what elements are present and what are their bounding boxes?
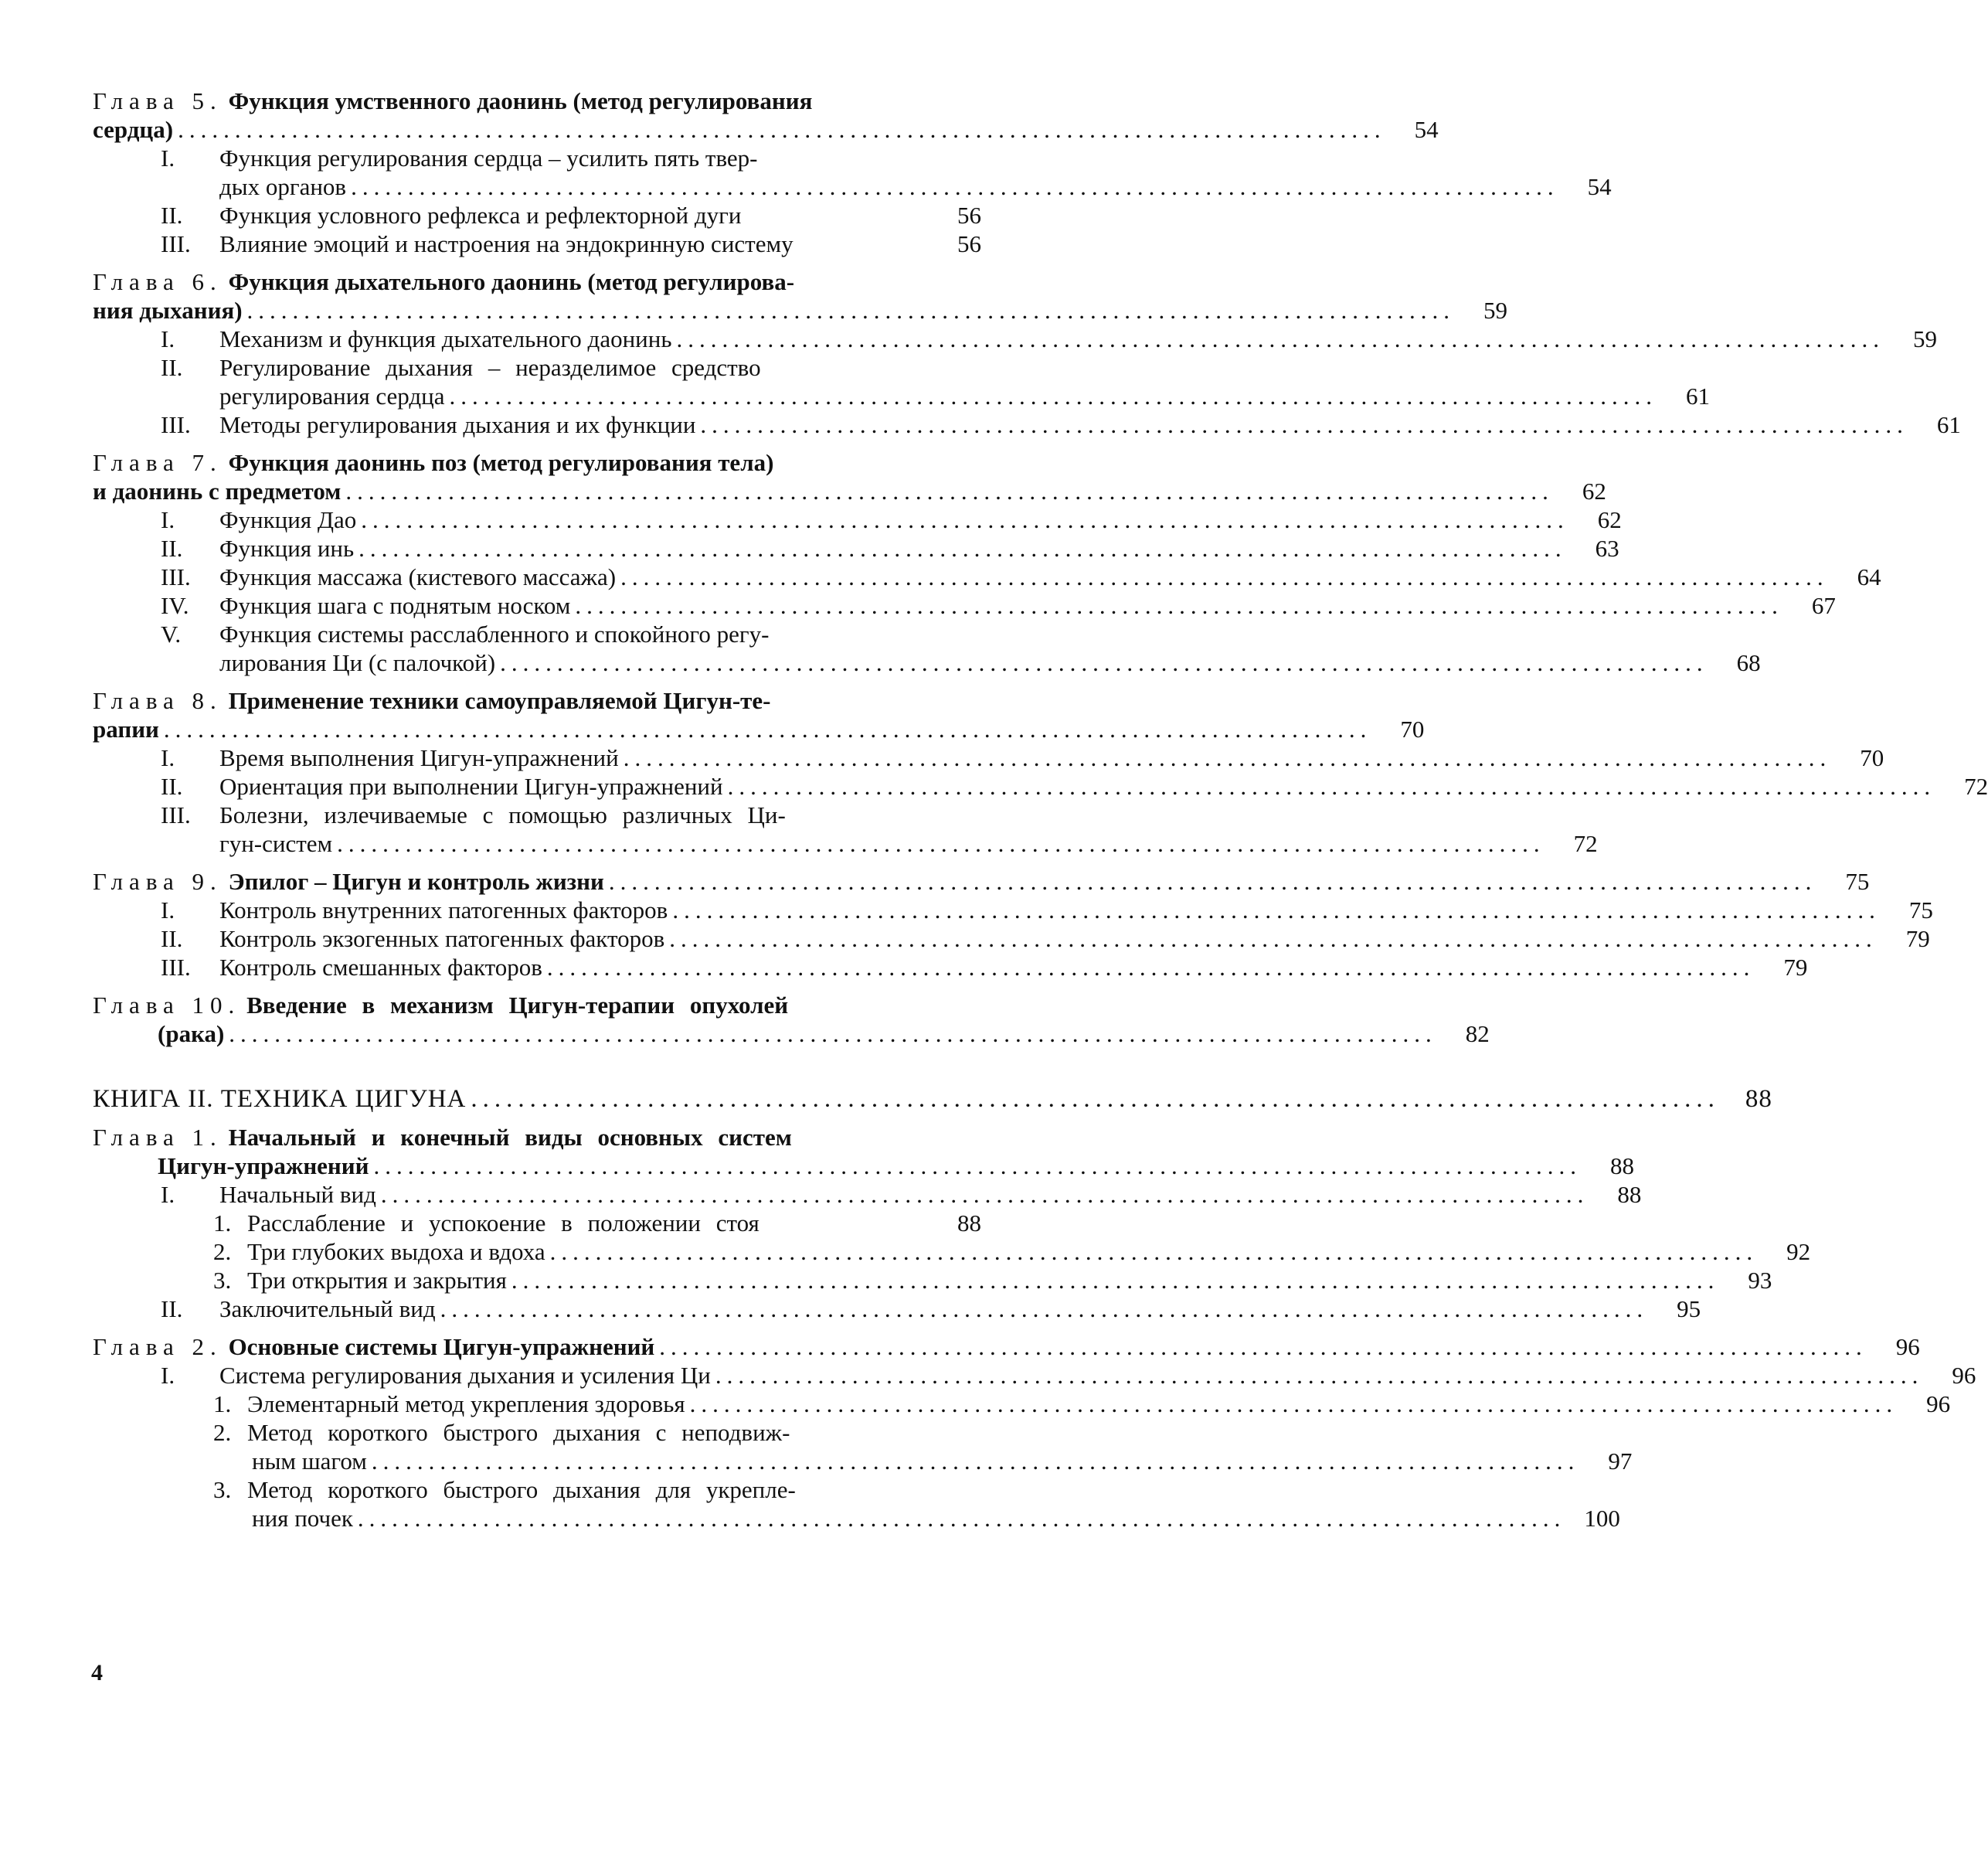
page-ref: 67 [1811, 592, 1836, 619]
list-item: I. Функция Дао .......................................................................................................... 62 [161, 506, 1622, 533]
chapter-title: Эпилог – Цигун и контроль жизни [228, 868, 604, 895]
chapter-title: Применение техники самоуправляемой Цигун-те- [228, 687, 771, 714]
entry-label: Функция условного рефлекса и рефлекторной дуги [219, 202, 742, 229]
book-heading: КНИГА II. ТЕХНИКА ЦИГУНА .......................................................................................................... 88 [93, 1085, 1772, 1113]
list-item: 1. Элементарный метод укрепления здоровья .......................................................................................................... 96 [213, 1390, 1951, 1417]
list-item: IV. Функция шага с поднятым носком .......................................................................................................... 67 [161, 592, 1836, 619]
chapter-title: Основные системы Цигун-упражнений [228, 1333, 655, 1360]
entry-label-cont: регулирования сердца [219, 383, 445, 410]
chapter-7: Глава 7. Функция даонинь поз (метод регулирования тела) и даонинь с предметом .......................................................................................................... 62 I. Функция Дао .......................................................................................................... 62 II. Функция инь .......................................................................................................... 63 III. Функция массажа (кистевого массажа) .......................................................................................................... 64 IV. Функция шага с поднятым носком .......................................................................................................... 67 V. Функция системы расслабленного и спокойного регу- лирования Ци (с палочкой) .......................................................................................................... 68 [93, 449, 1881, 676]
list-item: III. Методы регулирования дыхания и их функции .......................................................................................................... 61 [161, 411, 1961, 438]
book2-chapter-1: Глава 1. Начальный и конечный виды основных систем Цигун-упражнений .......................................................................................................... 88 I. Начальный вид .......................................................................................................... 88 1. Расслабление и успокоение в положении стоя 88 2. Три глубоких выдоха и вдоха .......................................................................................................... 92 3. Три открытия и закрытия .......................................................................................................... 93 II. Заключительный вид .......................................................................................................... 95 [93, 1124, 1811, 1322]
table-of-contents [93, 87, 1988, 1533]
list-item: III. Контроль смешанных факторов .......................................................................................................... 79 [161, 954, 1808, 981]
entry-label: Три глубоких выдоха и вдоха [247, 1238, 545, 1265]
entry-label: Начальный вид [219, 1181, 376, 1208]
list-item: II. Контроль экзогенных патогенных факторов .......................................................................................................... 79 [161, 925, 1930, 952]
chapter-title-cont: (рака) [158, 1020, 225, 1047]
entry-label-cont: дых органов [219, 173, 347, 200]
chapter-prefix: Глава 7. [93, 449, 223, 476]
page-ref: 96 [1895, 1333, 1920, 1360]
page-ref: 59 [1483, 297, 1508, 324]
entry-label: Контроль внутренних патогенных факторов [219, 896, 668, 924]
chapter-8: Глава 8. Применение техники самоуправляемой Цигун-те- рапии .......................................................................................................... 70 I. Время выполнения Цигун-упражнений .......................................................................................................... 70 II. Ориентация при выполнении Цигун-упражнений .......................................................................................................... 72 III. Болезни, излечиваемые с помощью различных Ци- гун-систем .......................................................................................................... 72 [93, 687, 1988, 857]
entry-label: Механизм и функция дыхательного даонинь [219, 325, 672, 352]
page-ref: 92 [1786, 1238, 1811, 1265]
entry-label: Контроль смешанных факторов [219, 954, 542, 981]
entry-label: Расслабление и успокоение в положении стоя [247, 1209, 760, 1237]
page-ref: 75 [1845, 868, 1870, 895]
chapter-title: Функция дыхательного даонинь (метод регулирова- [228, 268, 795, 295]
chapter-5: Глава 5. Функция умственного даонинь (метод регулирования сердца) .......................................................................................................... 54 I. Функция регулирования сердца – усилить пять твер- дых органов .......................................................................................................... 54 II. Функция условного рефлекса и рефлекторной дуги 56 III. Влияние эмоций и настроения на эндокринную систему 56 [93, 87, 1612, 257]
list-item: II. Регулирование дыхания – неразделимое средство [161, 354, 761, 381]
entry-label: Система регулирования дыхания и усиления Ци [219, 1362, 711, 1389]
entry-label-cont: гун-систем [219, 830, 333, 857]
page-ref: 56 [957, 230, 981, 257]
chapter-10: Глава 10. Введение в механизм Цигун-терапии опухолей (рака) .......................................................................................................... 82 [93, 992, 1490, 1047]
page-ref: 97 [1608, 1447, 1633, 1475]
entry-label: Болезни, излечиваемые с помощью различных Ци- [219, 801, 786, 828]
entry-label: Контроль экзогенных патогенных факторов [219, 925, 665, 952]
chapter-9: Глава 9. Эпилог – Цигун и контроль жизни .......................................................................................................... 75 I. Контроль внутренних патогенных факторов .......................................................................................................... 75 II. Контроль экзогенных патогенных факторов .......................................................................................................... 79 III. Контроль смешанных факторов .......................................................................................................... 79 [93, 868, 1933, 981]
chapter-6: Глава 6. Функция дыхательного даонинь (метод регулирова- ния дыхания) .......................................................................................................... 59 I. Механизм и функция дыхательного даонинь .......................................................................................................... 59 II. Регулирование дыхания – неразделимое средство регулирования сердца .......................................................................................................... 61 III. Методы регулирования дыхания и их функции .......................................................................................................... 61 [93, 268, 1961, 438]
chapter-prefix: Глава 8. [93, 687, 223, 714]
list-item: II. Функция инь .......................................................................................................... 63 [161, 535, 1619, 562]
page-ref: 56 [957, 202, 981, 229]
page-ref: 72 [1964, 773, 1988, 800]
page-ref: 88 [1617, 1181, 1642, 1208]
chapter-prefix: Глава 5. [93, 87, 223, 114]
page-ref: 70 [1400, 716, 1425, 743]
page-ref: 54 [1587, 173, 1612, 200]
entry-label: Метод короткого быстрого дыхания с неподвиж- [247, 1419, 790, 1446]
list-item: 1. Расслабление и успокоение в положении стоя 88 [213, 1209, 981, 1237]
chapter-title-cont: рапии [93, 716, 159, 743]
entry-label: Время выполнения Цигун-упражнений [219, 744, 619, 771]
page-ref: 95 [1677, 1295, 1701, 1322]
list-item: II. Заключительный вид .......................................................................................................... 95 [161, 1295, 1701, 1322]
list-item: 2. Метод короткого быстрого дыхания с неподвиж- [213, 1419, 790, 1446]
list-item: V. Функция системы расслабленного и спокойного регу- [161, 621, 770, 648]
entry-label: Функция массажа (кистевого массажа) [219, 563, 617, 590]
list-item: I. Начальный вид .......................................................................................................... 88 [161, 1181, 1642, 1208]
chapter-title: Введение в механизм Цигун-терапии опухолей [246, 992, 789, 1019]
page-ref: 63 [1595, 535, 1619, 562]
entry-label-cont: лирования Ци (с палочкой) [219, 649, 496, 676]
list-item: 3. Три открытия и закрытия .......................................................................................................... 93 [213, 1267, 1772, 1294]
chapter-title-cont: сердца) [93, 116, 174, 143]
chapter-title: Начальный и конечный виды основных систем [228, 1124, 792, 1151]
list-item: I. Механизм и функция дыхательного даонинь .......................................................................................................... 59 [161, 325, 1937, 352]
entry-label: Функция регулирования сердца – усилить пять твер- [219, 145, 758, 172]
list-item: I. Функция регулирования сердца – усилить пять твер- [161, 145, 758, 172]
page-ref: 88 [1610, 1152, 1635, 1179]
entry-label: Метод короткого быстрого дыхания для укрепле- [247, 1476, 796, 1503]
list-item: III. Болезни, излечиваемые с помощью различных Ци- [161, 801, 786, 828]
chapter-prefix: Глава 9. [93, 868, 223, 895]
entry-label: Ориентация при выполнении Цигун-упражнений [219, 773, 723, 800]
chapter-title-cont: ния дыхания) [93, 297, 243, 324]
entry-label: Функция системы расслабленного и спокойного регу- [219, 621, 770, 648]
list-item: 3. Метод короткого быстрого дыхания для укрепле- [213, 1476, 796, 1503]
chapter-prefix: Глава 1. [93, 1124, 223, 1151]
entry-label: Функция инь [219, 535, 355, 562]
page-ref: 96 [1952, 1362, 1976, 1389]
chapter-title: Функция умственного даонинь (метод регулирования [228, 87, 813, 114]
page-ref: 75 [1908, 896, 1933, 924]
chapter-title: Функция даонинь поз (метод регулирования тела) [228, 449, 774, 476]
list-item: I. Система регулирования дыхания и усиления Ци .......................................................................................................... 96 [161, 1362, 1976, 1389]
list-item: II. Ориентация при выполнении Цигун-упражнений .......................................................................................................... 72 [161, 773, 1988, 800]
page-ref: 93 [1748, 1267, 1772, 1294]
list-item: III. Влияние эмоций и настроения на эндокринную систему 56 [161, 230, 981, 257]
chapter-prefix: Глава 10. [93, 992, 241, 1019]
entry-label: Методы регулирования дыхания и их функции [219, 411, 696, 438]
page-ref: 62 [1582, 478, 1606, 505]
entry-label-cont: ния почек [252, 1505, 353, 1532]
entry-label: Функция шага с поднятым носком [219, 592, 571, 619]
entry-label: Функция Дао [219, 506, 357, 533]
page-ref: 72 [1573, 830, 1598, 857]
page-number: 4 [91, 1660, 103, 1686]
page-ref: 82 [1465, 1020, 1490, 1047]
page-ref: 96 [1926, 1390, 1951, 1417]
leader-dots: .......................................................................................................... [178, 116, 1386, 143]
page-ref: 88 [1745, 1085, 1772, 1113]
list-item: I. Контроль внутренних патогенных факторов .......................................................................................................... 75 [161, 896, 1933, 924]
entry-label: Влияние эмоций и настроения на эндокринную систему [219, 230, 794, 257]
book-title: КНИГА II. ТЕХНИКА ЦИГУНА [93, 1085, 467, 1113]
list-item: III. Функция массажа (кистевого массажа) .......................................................................................................... 64 [161, 563, 1881, 590]
list-item: I. Время выполнения Цигун-упражнений .......................................................................................................... 70 [161, 744, 1884, 771]
list-item: 2. Три глубоких выдоха и вдоха .......................................................................................................... 92 [213, 1238, 1811, 1265]
page-ref: 64 [1857, 563, 1881, 590]
page-ref: 68 [1736, 649, 1761, 676]
page-ref: 70 [1860, 744, 1884, 771]
entry-label-cont: ным шагом [252, 1447, 367, 1475]
page-ref: 100 [1584, 1505, 1620, 1532]
chapter-prefix: Глава 2. [93, 1333, 223, 1360]
entry-label: Элементарный метод укрепления здоровья [247, 1390, 685, 1417]
page-ref: 62 [1597, 506, 1622, 533]
entry-label: Заключительный вид [219, 1295, 436, 1322]
page-ref: 88 [957, 1209, 981, 1237]
chapter-title-cont: Цигун-упражнений [158, 1152, 369, 1179]
chapter-prefix: Глава 6. [93, 268, 223, 295]
book2-chapter-2: Глава 2. Основные системы Цигун-упражнений .......................................................................................................... 96 I. Система регулирования дыхания и усиления Ци .......................................................................................................... 96 1. Элементарный метод укрепления здоровья .......................................................................................................... 96 2. Метод короткого быстрого дыхания с неподвиж- ным шагом .......................................................................................................... 97 3. Метод короткого быстрого дыхания для укрепле- ния почек .......................................................................................................... 100 [93, 1333, 1976, 1532]
page-ref: 79 [1905, 925, 1930, 952]
page-ref: 79 [1783, 954, 1808, 981]
list-item: II. Функция условного рефлекса и рефлекторной дуги 56 [161, 202, 981, 229]
page-ref: 61 [1936, 411, 1961, 438]
page-ref: 61 [1685, 383, 1710, 410]
page-ref: 54 [1414, 116, 1439, 143]
entry-label: Три открытия и закрытия [247, 1267, 507, 1294]
entry-label: Регулирование дыхания – неразделимое средство [219, 354, 761, 381]
page-ref: 59 [1913, 325, 1937, 352]
chapter-title-cont: и даонинь с предметом [93, 478, 342, 505]
